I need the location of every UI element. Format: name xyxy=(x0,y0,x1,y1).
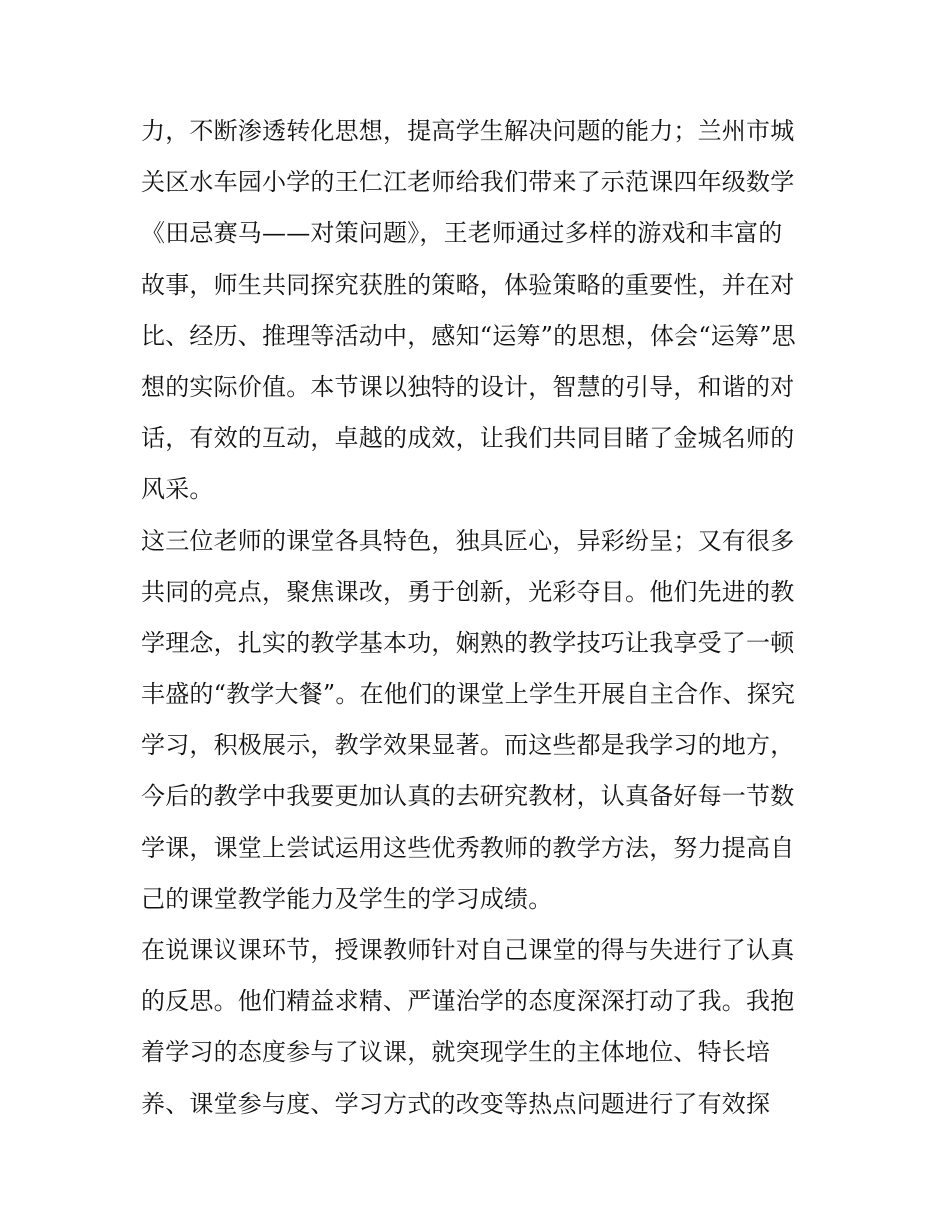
text-line: 《田忌赛马——对策问题》，王老师通过多样的游戏和丰富的 xyxy=(141,219,783,248)
text-line: 比、经历、推理等活动中，感知“运筹”的思想，体会“运筹”思 xyxy=(141,321,796,350)
text-line: 学理念，扎实的教学基本功，娴熟的教学技巧让我享受了一顿 xyxy=(141,628,795,657)
text-line: 故事，师生共同探究获胜的策略，体验策略的重要性，并在对 xyxy=(141,270,795,299)
text-line: 学课，课堂上尝试运用这些优秀教师的教学方法，努力提高自 xyxy=(141,833,795,862)
text-line: 话，有效的互动，卓越的成效，让我们共同目睹了金城名师的 xyxy=(141,424,795,453)
text-line: 这三位老师的课堂各具特色，独具匠心，异彩纷呈；又有很多 xyxy=(141,526,795,555)
text-line: 的反思。他们精益求精、严谨治学的态度深深打动了我。我抱 xyxy=(141,987,795,1016)
text-line: 养、课堂参与度、学习方式的改变等热点问题进行了有效探 xyxy=(141,1089,771,1118)
text-line: 力，不断渗透转化思想，提高学生解决问题的能力；兰州市城 xyxy=(141,117,795,145)
text-line: 在说课议课环节，授课教师针对自己课堂的得与失进行了认真 xyxy=(141,936,795,964)
text-line: 学习，积极展示，教学效果显著。而这些都是我学习的地方， xyxy=(141,731,795,760)
text-line: 风采。 xyxy=(141,475,214,504)
text-line: 想的实际价值。本节课以独特的设计，智慧的引导，和谐的对 xyxy=(141,372,795,401)
text-line: 共同的亮点，聚焦课改，勇于创新，光彩夺目。他们先进的教 xyxy=(141,577,795,606)
text-line: 丰盛的“教学大餐”。在他们的课堂上学生开展自主合作、探究 xyxy=(141,680,796,709)
text-line: 今后的教学中我要更加认真的去研究教材，认真备好每一节数 xyxy=(141,782,795,811)
body-text xyxy=(141,106,813,1130)
text-line: 己的课堂教学能力及学生的学习成绩。 xyxy=(141,884,553,913)
text-line: 关区水车园小学的王仁江老师给我们带来了示范课四年级数学 xyxy=(141,168,795,197)
text-line: 着学习的态度参与了议课，就突现学生的主体地位、特长培 xyxy=(141,1038,771,1067)
